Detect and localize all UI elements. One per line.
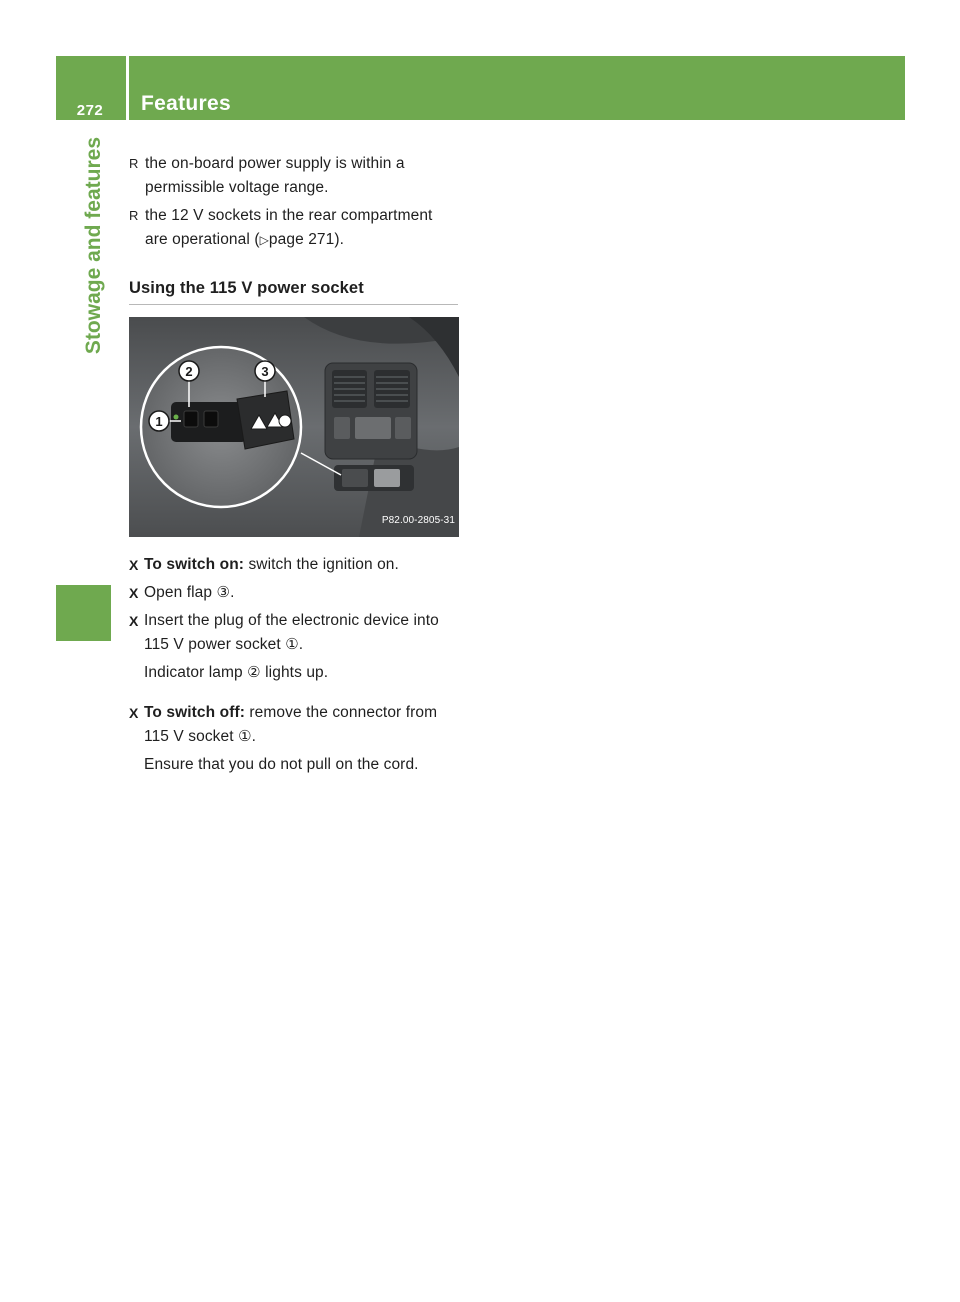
step-mark: X xyxy=(129,585,139,601)
header-divider xyxy=(126,56,129,120)
step-mark: X xyxy=(129,704,139,721)
step-text: . xyxy=(298,636,304,653)
callout-2-label: 2 xyxy=(185,364,193,379)
instruction-step xyxy=(129,701,459,749)
bullet-mark: R xyxy=(129,156,139,171)
step-text: . xyxy=(251,727,257,745)
side-tab-block xyxy=(56,585,111,641)
step-text: Open flap xyxy=(144,584,217,601)
bullet-mark: R xyxy=(129,208,139,223)
step-text: . xyxy=(230,584,235,601)
step-continuation xyxy=(129,661,459,685)
step-text: switch the ignition on. xyxy=(244,556,399,573)
callout-ref: ③ xyxy=(216,584,231,601)
page-number: 272 xyxy=(76,102,104,119)
chapter-title: Features xyxy=(141,92,231,115)
callout-3-label: 3 xyxy=(261,364,269,379)
instruction-step xyxy=(129,553,459,577)
socket-illustration xyxy=(129,317,459,537)
step-lead: To switch off: xyxy=(144,703,245,721)
step-text: remove the connector from 115 V socket xyxy=(144,703,438,745)
step-text: Insert the plug of the electronic device into 115 V power socket xyxy=(144,612,439,653)
side-tab-label: Stowage and features xyxy=(82,137,105,355)
page-content xyxy=(129,152,459,792)
page-ref-arrow-icon: ▷ xyxy=(259,233,269,247)
callout-ref: ① xyxy=(285,636,299,653)
step-mark: X xyxy=(129,613,139,629)
step-text: Ensure that you do not pull on the cord. xyxy=(144,755,419,773)
callout-ref: ② xyxy=(247,664,261,681)
instruction-step xyxy=(129,581,459,605)
instruction-list xyxy=(129,553,459,777)
section-heading: Using the 115 V power socket xyxy=(129,276,458,305)
callout-1-label: 1 xyxy=(155,414,163,429)
step-text: lights up. xyxy=(260,664,329,681)
socket-illustration-graphic xyxy=(129,317,459,537)
bullet-item xyxy=(129,204,459,252)
step-lead: To switch on: xyxy=(144,556,245,573)
bullet-text: the 12 V sockets in the rear compartment are operational ( xyxy=(145,207,433,248)
step-continuation xyxy=(129,753,459,777)
figure-code: P82.00-2805-31 xyxy=(381,515,455,526)
step-text: Indicator lamp xyxy=(144,664,248,681)
step-mark: X xyxy=(129,557,139,573)
callout-ref: ① xyxy=(238,727,252,745)
bullet-text: the on-board power supply is within a permissible voltage range. xyxy=(145,155,405,196)
instruction-step xyxy=(129,609,459,657)
page-ref-link[interactable]: page 271). xyxy=(268,231,345,248)
bullet-item xyxy=(129,152,459,200)
